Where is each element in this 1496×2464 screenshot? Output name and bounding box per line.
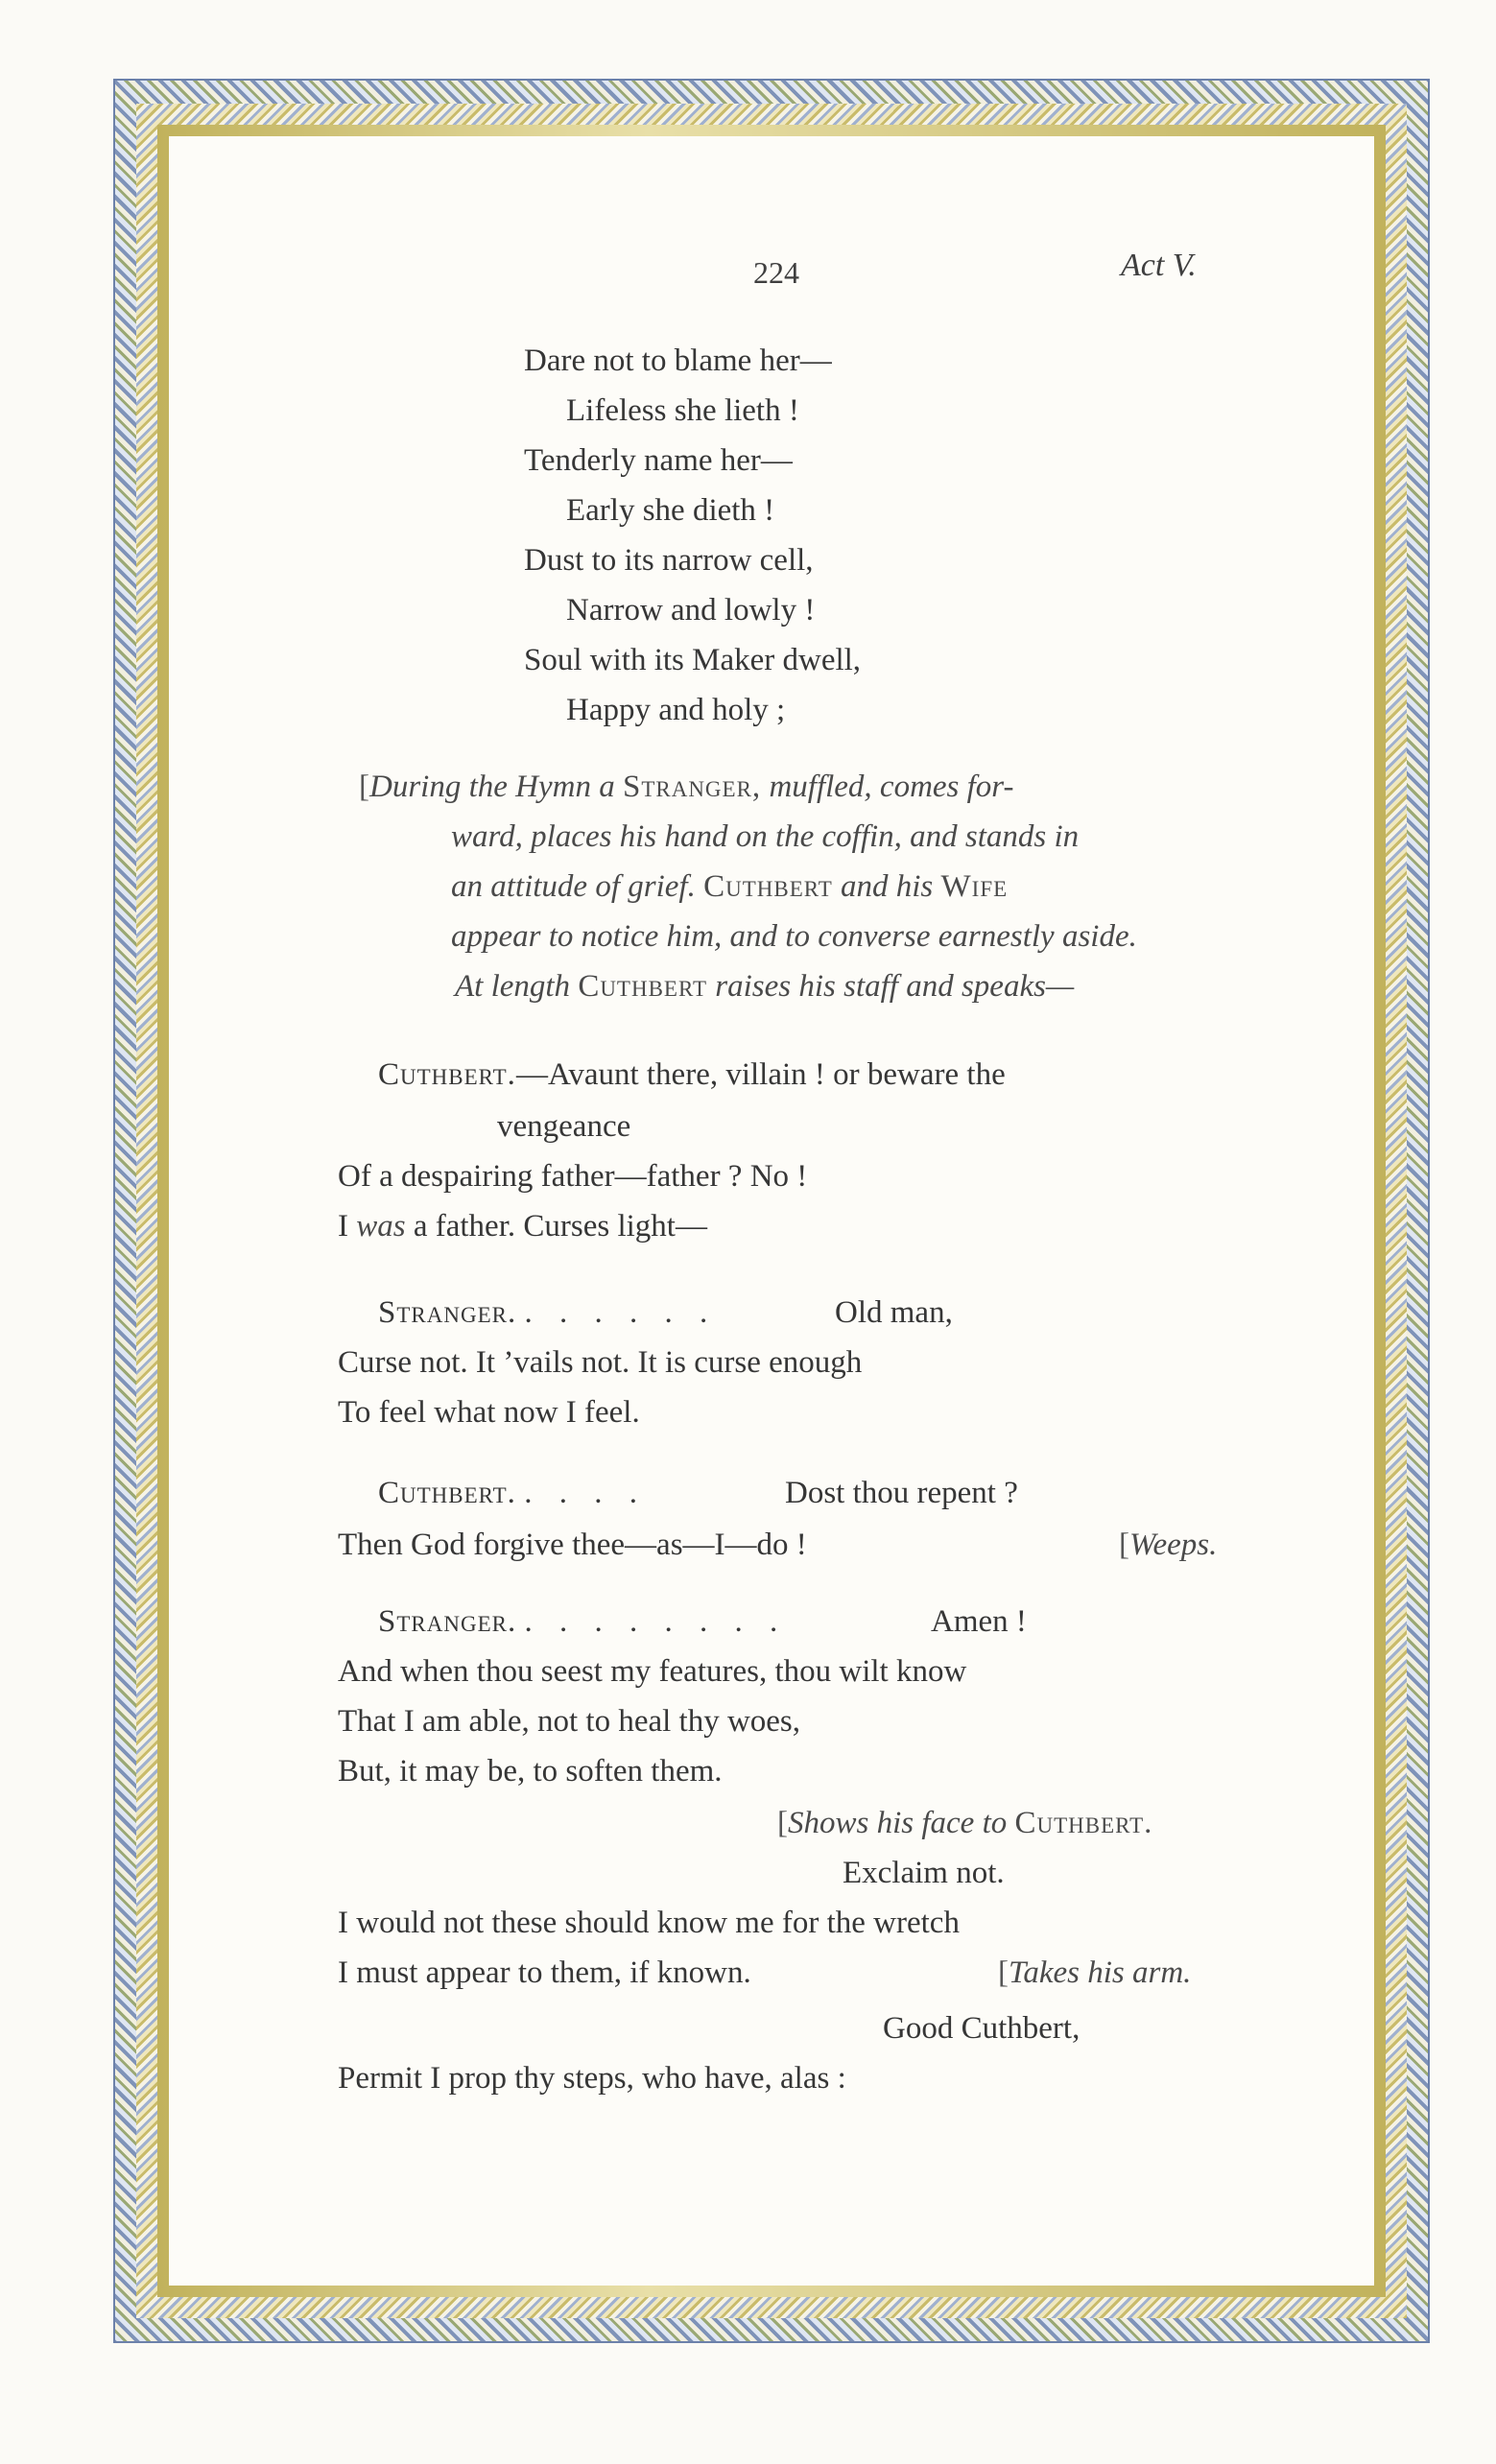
dialogue-line: Then God forgive thee—as—I—do !: [338, 1528, 807, 1562]
dialogue-text: —Avaunt there, villain ! or beware the: [515, 1057, 1006, 1092]
dialogue-line: [378, 1055, 1006, 1094]
stage-direction-line: [455, 967, 1074, 1006]
dialogue-line: But, it may be, to soften them.: [338, 1754, 723, 1789]
running-head-act: Act V.: [1121, 248, 1197, 283]
stage-direction-text: Takes his arm.: [1009, 1955, 1192, 1990]
speaker-name: Stranger.: [378, 1604, 517, 1639]
dialogue-line: Exclaim not.: [843, 1856, 1005, 1890]
stage-direction-shows-face: [777, 1804, 1152, 1842]
stage-direction-text: raises his staff and speaks—: [715, 969, 1075, 1004]
dialogue-line: To feel what now I feel.: [338, 1395, 640, 1430]
hymn-line: Narrow and lowly !: [566, 593, 816, 628]
dialogue-line: [378, 1474, 647, 1512]
dialogue-line: Dost thou repent ?: [785, 1476, 1018, 1510]
character-name: Cuthbert.: [1014, 1806, 1153, 1840]
dialogue-text: I: [338, 1209, 348, 1244]
stage-direction-text: Weeps.: [1129, 1528, 1218, 1562]
stage-direction-weeps: [1119, 1526, 1217, 1564]
emphasis-text: was: [356, 1209, 406, 1244]
dialogue-line: Good Cuthbert,: [883, 2011, 1080, 2046]
hymn-line: Lifeless she lieth !: [566, 393, 799, 428]
stage-direction-text: and his: [841, 869, 934, 904]
leader-dots: . . . . . . . .: [524, 1604, 788, 1639]
dialogue-line: vengeance: [497, 1109, 631, 1144]
stage-direction-line: appear to notice him, and to converse earnestly aside.: [451, 919, 1137, 954]
dialogue-line: Amen !: [931, 1604, 1027, 1639]
character-name: Wife: [940, 869, 1009, 904]
dialogue-line: Old man,: [835, 1295, 953, 1330]
dialogue-line: [338, 1207, 707, 1245]
stage-direction-text: At length: [455, 969, 571, 1004]
bracket: [: [998, 1955, 1009, 1990]
dialogue-text: a father. Curses light—: [413, 1209, 707, 1244]
character-name: Stranger,: [622, 770, 762, 804]
stage-direction-line: ward, places his hand on the coffin, and stands in: [451, 819, 1080, 854]
hymn-line: Dust to its narrow cell,: [524, 543, 814, 578]
dialogue-line: Of a despairing father—father ? No !: [338, 1159, 808, 1194]
stage-direction-text: During the Hymn a: [369, 770, 615, 804]
leader-dots: . . . .: [524, 1476, 647, 1510]
dialogue-line: [378, 1293, 717, 1332]
stage-direction-text: muffled, comes for-: [769, 770, 1014, 804]
bracket: [: [359, 770, 369, 804]
stage-direction-text: Shows his face to: [788, 1806, 1008, 1840]
dialogue-line: Permit I prop thy steps, who have, alas :: [338, 2061, 846, 2096]
stage-direction-takes-arm: [998, 1954, 1191, 1992]
hymn-line: Early she dieth !: [566, 493, 775, 528]
dialogue-line: I must appear to them, if known.: [338, 1955, 751, 1990]
stage-direction-line: [451, 867, 1008, 906]
hymn-line: Tenderly name her—: [524, 443, 793, 478]
speaker-name: Cuthbert.: [378, 1057, 516, 1092]
hymn-line: Happy and holy ;: [566, 693, 786, 727]
stage-direction-text: an attitude of grief.: [451, 869, 696, 904]
speaker-name: Cuthbert.: [378, 1476, 516, 1510]
hymn-line: Soul with its Maker dwell,: [524, 643, 862, 677]
leader-dots: . . . . . .: [524, 1295, 718, 1330]
stage-direction-line: [359, 768, 1013, 806]
dialogue-line: I would not these should know me for the wretch: [338, 1906, 960, 1940]
page-number: 224: [753, 255, 799, 290]
bracket: [: [1119, 1528, 1129, 1562]
speaker-name: Stranger.: [378, 1295, 517, 1330]
character-name: Cuthbert: [578, 969, 707, 1004]
hymn-line: Dare not to blame her—: [524, 344, 832, 378]
dialogue-line: [378, 1602, 787, 1641]
dialogue-line: And when thou seest my features, thou wilt know: [338, 1654, 967, 1689]
bracket: [: [777, 1806, 788, 1840]
dialogue-line: That I am able, not to heal thy woes,: [338, 1704, 801, 1739]
character-name: Cuthbert: [703, 869, 833, 904]
dialogue-line: Curse not. It ’vails not. It is curse enough: [338, 1345, 863, 1380]
